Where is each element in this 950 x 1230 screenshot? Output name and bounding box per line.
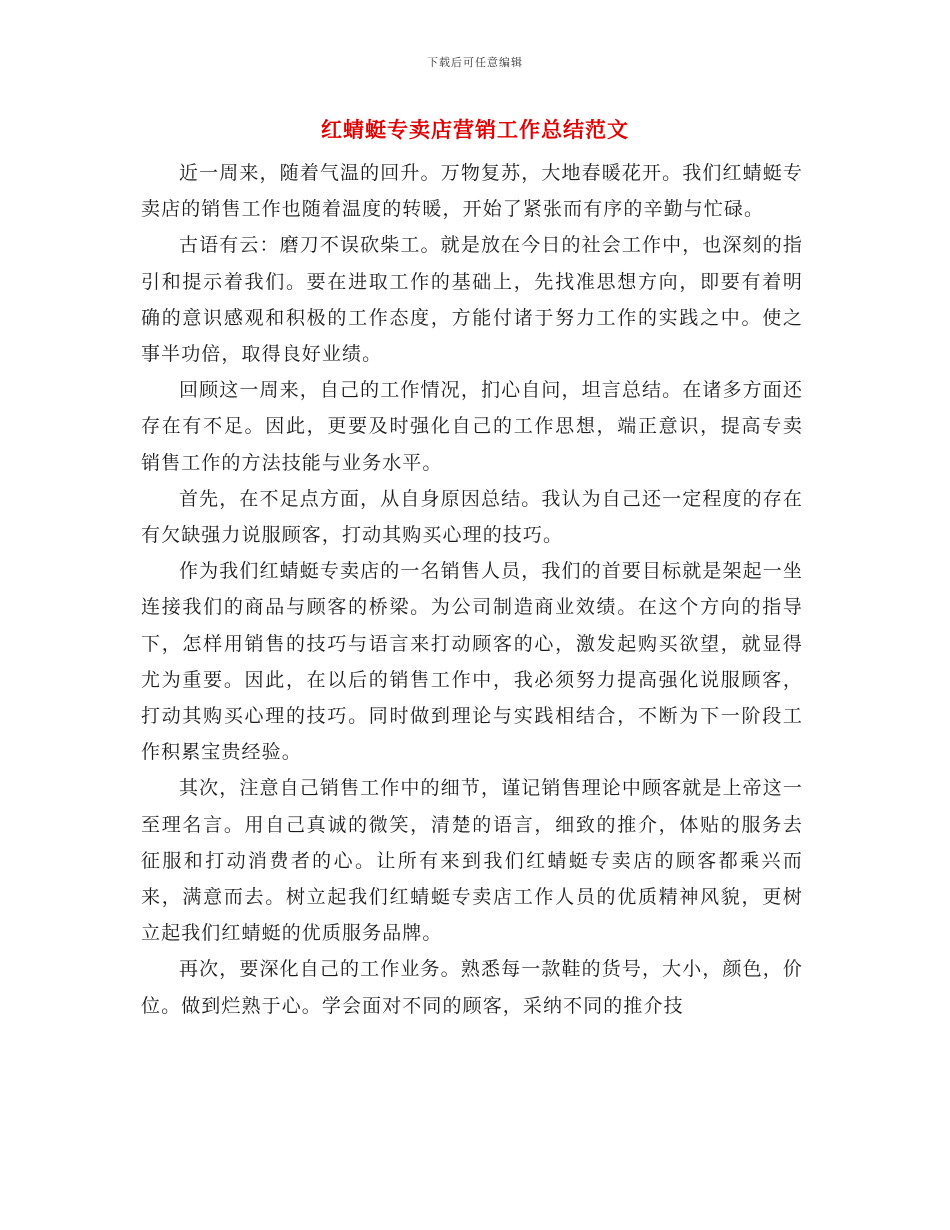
paragraph-1: 近一周来，随着气温的回升。万物复苏，大地春暖花开。我们红蜻蜓专卖店的销售工作也随着温度的转暖，开始了紧张而有序的辛勤与忙碌。 xyxy=(141,162,803,221)
paragraph-6: 其次，注意自己销售工作中的细节，谨记销售理论中顾客就是上帝这一至理名言。用自己真诚的微笑，清楚的语言，细致的推介，体贴的服务去征服和打动消费者的心。让所有来到我们红蜻蜓专卖店的顾客都乘兴而来，满意而去。树立起我们红蜻蜓专卖店工作人员的优质精神风貌，更树立起我们红蜻蜓的优质服务品牌。 xyxy=(141,777,803,945)
paragraph-5: 作为我们红蜻蜓专卖店的一名销售人员，我们的首要目标就是架起一坐连接我们的商品与顾客的桥梁。为公司制造商业效绩。在这个方向的指导下，怎样用销售的技巧与语言来打动顾客的心，激发起购买欲望，就显得尤为重要。因此，在以后的销售工作中，我必须努力提高强化说服顾客，打动其购买心理的技巧。同时做到理论与实践相结合，不断为下一阶段工作积累宝贵经验。 xyxy=(141,560,803,764)
paragraph-3: 回顾这一周来，自己的工作情况，扪心自问，坦言总结。在诸多方面还存在有不足。因此，更要及时强化自己的工作思想，端正意识，提高专卖销售工作的方法技能与业务水平。 xyxy=(141,379,803,474)
document-body xyxy=(141,155,803,1024)
header-note: 下载后可任意编辑 xyxy=(427,56,523,69)
paragraph-4: 首先，在不足点方面，从自身原因总结。我认为自己还一定程度的存在有欠缺强力说服顾客，打动其购买心理的技巧。 xyxy=(141,487,803,547)
document-title: 红蜻蜓专卖店营销工作总结范文 xyxy=(321,118,629,142)
paragraph-7: 再次，要深化自己的工作业务。熟悉每一款鞋的货号，大小，颜色，价位。做到烂熟于心。学会面对不同的顾客，采纳不同的推介技 xyxy=(141,958,803,1017)
paragraph-2: 古语有云：磨刀不误砍柴工。就是放在今日的社会工作中，也深刻的指引和提示着我们。要在进取工作的基础上，先找准思想方向，即要有着明确的意识感观和积极的工作态度，方能付诸于努力工作的实践之中。使之事半功倍，取得良好业绩。 xyxy=(141,234,803,366)
